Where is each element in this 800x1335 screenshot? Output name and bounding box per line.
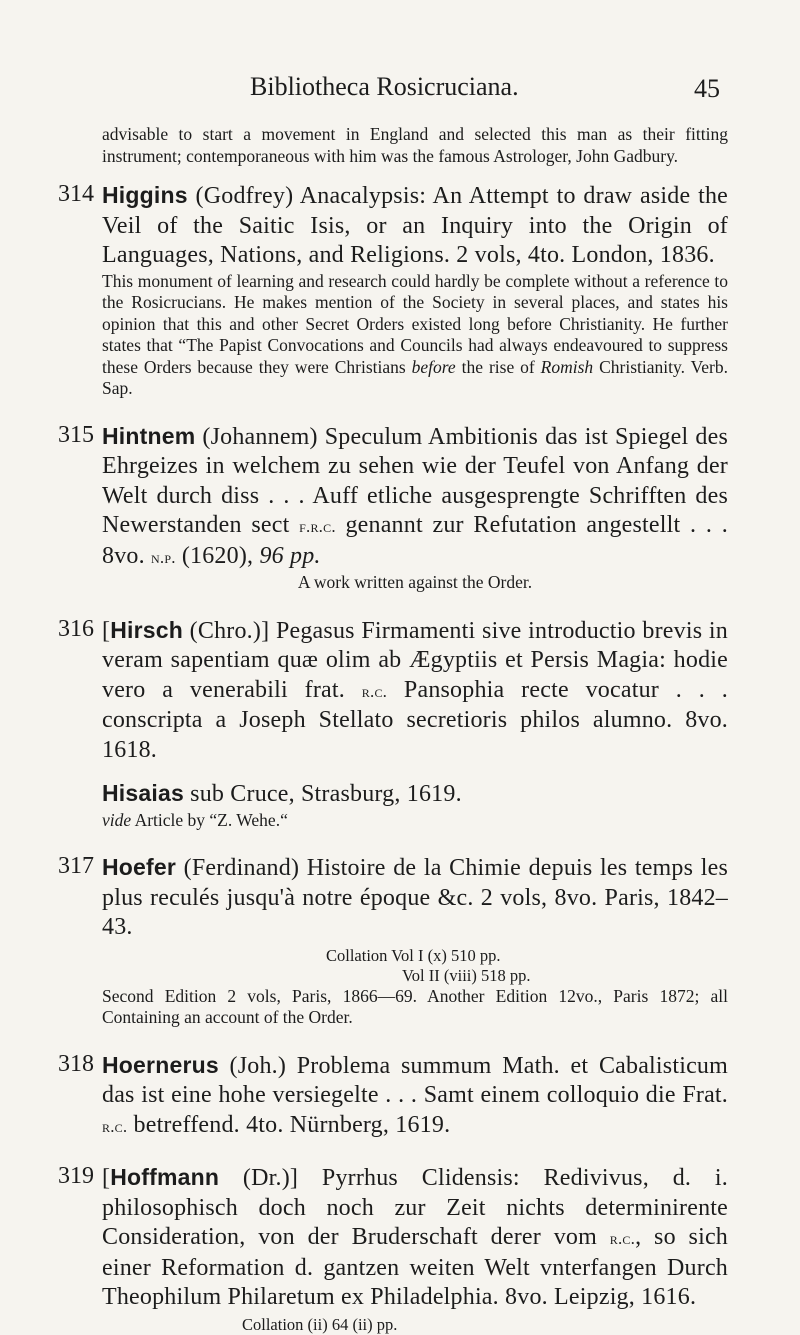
entry-note — [58, 810, 728, 832]
entry-small-caps: r.c. — [102, 1116, 128, 1136]
entry-title — [58, 616, 728, 766]
note-text: Article by “Z. Wehe.“ — [131, 809, 288, 830]
entry-note: Second Edition 2 vols, Paris, 1866—69. Another Edition 12vo., Paris 1872; all Containing an account of the Order. — [102, 985, 728, 1027]
entry-author: Higgins — [102, 182, 188, 208]
entry-317 — [58, 853, 728, 1029]
entry-318 — [58, 1051, 728, 1142]
entry-title-text: (Godfrey) Anacalypsis: An Attempt to draw aside the Veil of the Saitic Isis, or an Inquiry into the Origin of Languages, Nations, and Religions. 2 vols, 4to. London, 1836. — [102, 183, 728, 268]
entry-title-text: (Johannem) Speculum Ambitionis das ist Spiegel des Ehrgeizes in welchem zu sehen wie der Teufel von Anfang der Welt durch diss . . . Auff etliche ausgesprengte Schrifften des Newerstanden sect — [102, 423, 728, 538]
page-header — [100, 72, 720, 106]
entry-title — [58, 779, 728, 810]
collation-label: Collation — [326, 945, 388, 965]
entry-title — [58, 853, 728, 943]
entry-small-caps: n.p. — [151, 547, 176, 567]
note-text: Christianity. Verb. Sap. — [102, 356, 728, 398]
entry-small-caps: f.r.c. — [299, 517, 336, 536]
entry-number: 316 — [58, 615, 94, 642]
entry-314 — [58, 181, 728, 400]
entry-number: 317 — [58, 853, 94, 879]
note-italic: vide — [102, 809, 132, 830]
bracket: [ — [102, 1165, 111, 1191]
entry-title — [58, 181, 728, 271]
entry-title-text: , so sich einer Reformation d. gantzen weiten Welt vnterfangen Durch Theophilum Philaretum ex Philadelphia. 8vo. Leipzig, 1616. — [102, 1224, 728, 1310]
running-head: Bibliotheca Rosicruciana. — [250, 72, 519, 101]
entry-title-text: Pansophia recte vocatur . . . conscripta a Joseph Stellato secretioris philos alumno. 8vo. 1618. — [102, 676, 728, 763]
entry-collation: Collation (ii) 64 (ii) pp. — [242, 1314, 398, 1334]
intro-paragraph: advisable to start a movement in England and selected this man as their fitting instrument; contemporaneous with him was the famous Astrologer, John Gadbury. — [102, 124, 728, 166]
entry-number: 319 — [58, 1163, 94, 1189]
entry-small-caps: r.c. — [609, 1229, 636, 1248]
entry-title-text: genannt zur Refutation angestellt . . . 8vo. — [102, 512, 728, 569]
entry-number: 318 — [58, 1050, 94, 1077]
entry-title — [58, 1051, 728, 1142]
collation-line: Vol I (x) 510 pp. — [391, 945, 501, 965]
note-italic: before — [411, 356, 456, 377]
note-text: This monument of learning and research could hardly be complete without a reference to the Rosicrucians. He makes mention of the Society in several places, and states his opinion that this and other Secret Orders existed long before Christianity. He further states that “The Papist Convocations and Councils had always endeavoured to suppress these Orders because they were Christians — [102, 270, 728, 377]
entry-315 — [58, 422, 728, 594]
collation-line: Vol II (viii) 518 pp. — [402, 965, 531, 985]
entry-author: Hisaias — [102, 780, 184, 806]
note-italic: Romish — [540, 356, 594, 377]
entry-title-text: (Dr.)] Pyrrhus Clidensis: Redivivus, d. i. philosophisch doch noch zur Zeit nichts determinirente Consideration, von der Bruderschaft derer vom — [102, 1165, 728, 1250]
entry-title — [58, 422, 728, 573]
entry-pages: 96 pp. — [259, 542, 321, 569]
entry-collation — [58, 946, 728, 986]
entry-hisaias — [58, 779, 728, 831]
entry-title-text: betreffend. 4to. Nürnberg, 1619. — [127, 1111, 451, 1138]
bracket: [ — [102, 617, 111, 644]
note-text: the rise of — [455, 356, 541, 377]
entry-title-text: (1620), — [175, 542, 260, 569]
entry-title-text: (Ferdinand) Histoire de la Chimie depuis les temps les plus reculés jusqu'à notre époque &c. 2 vols, 8vo. Paris, 1842–43. — [102, 855, 728, 940]
entry-author: Hoernerus — [102, 1051, 219, 1078]
entry-316 — [58, 616, 728, 766]
entry-note: A work written against the Order. — [297, 572, 533, 592]
page-body — [58, 124, 728, 1335]
entry-title-text: sub Cruce, Strasburg, 1619. — [183, 781, 462, 807]
entry-title-text: (Joh.) Problema summum Math. et Cabalisticum das ist eine hohe versiegelte . . . Samt einem colloquio die Frat. — [102, 1052, 728, 1108]
entry-number: 315 — [58, 421, 94, 448]
entry-author: Hintnem — [102, 422, 196, 449]
entry-title-text: (Chro.)] Pegasus Firmamenti sive introductio brevis in veram sapentiam quæ olim ab Ægyptiis et Persis Magia: hodie vero a venerabili frat. — [102, 617, 728, 703]
entry-author: Hirsch — [110, 616, 183, 643]
page-number: 45 — [694, 74, 720, 103]
entry-note — [58, 271, 728, 400]
entry-title — [58, 1163, 728, 1313]
entry-small-caps: r.c. — [361, 681, 388, 701]
entry-author: Hoefer — [102, 854, 177, 880]
entry-number: 314 — [58, 181, 94, 207]
entry-author: Hoffmann — [110, 1164, 220, 1190]
